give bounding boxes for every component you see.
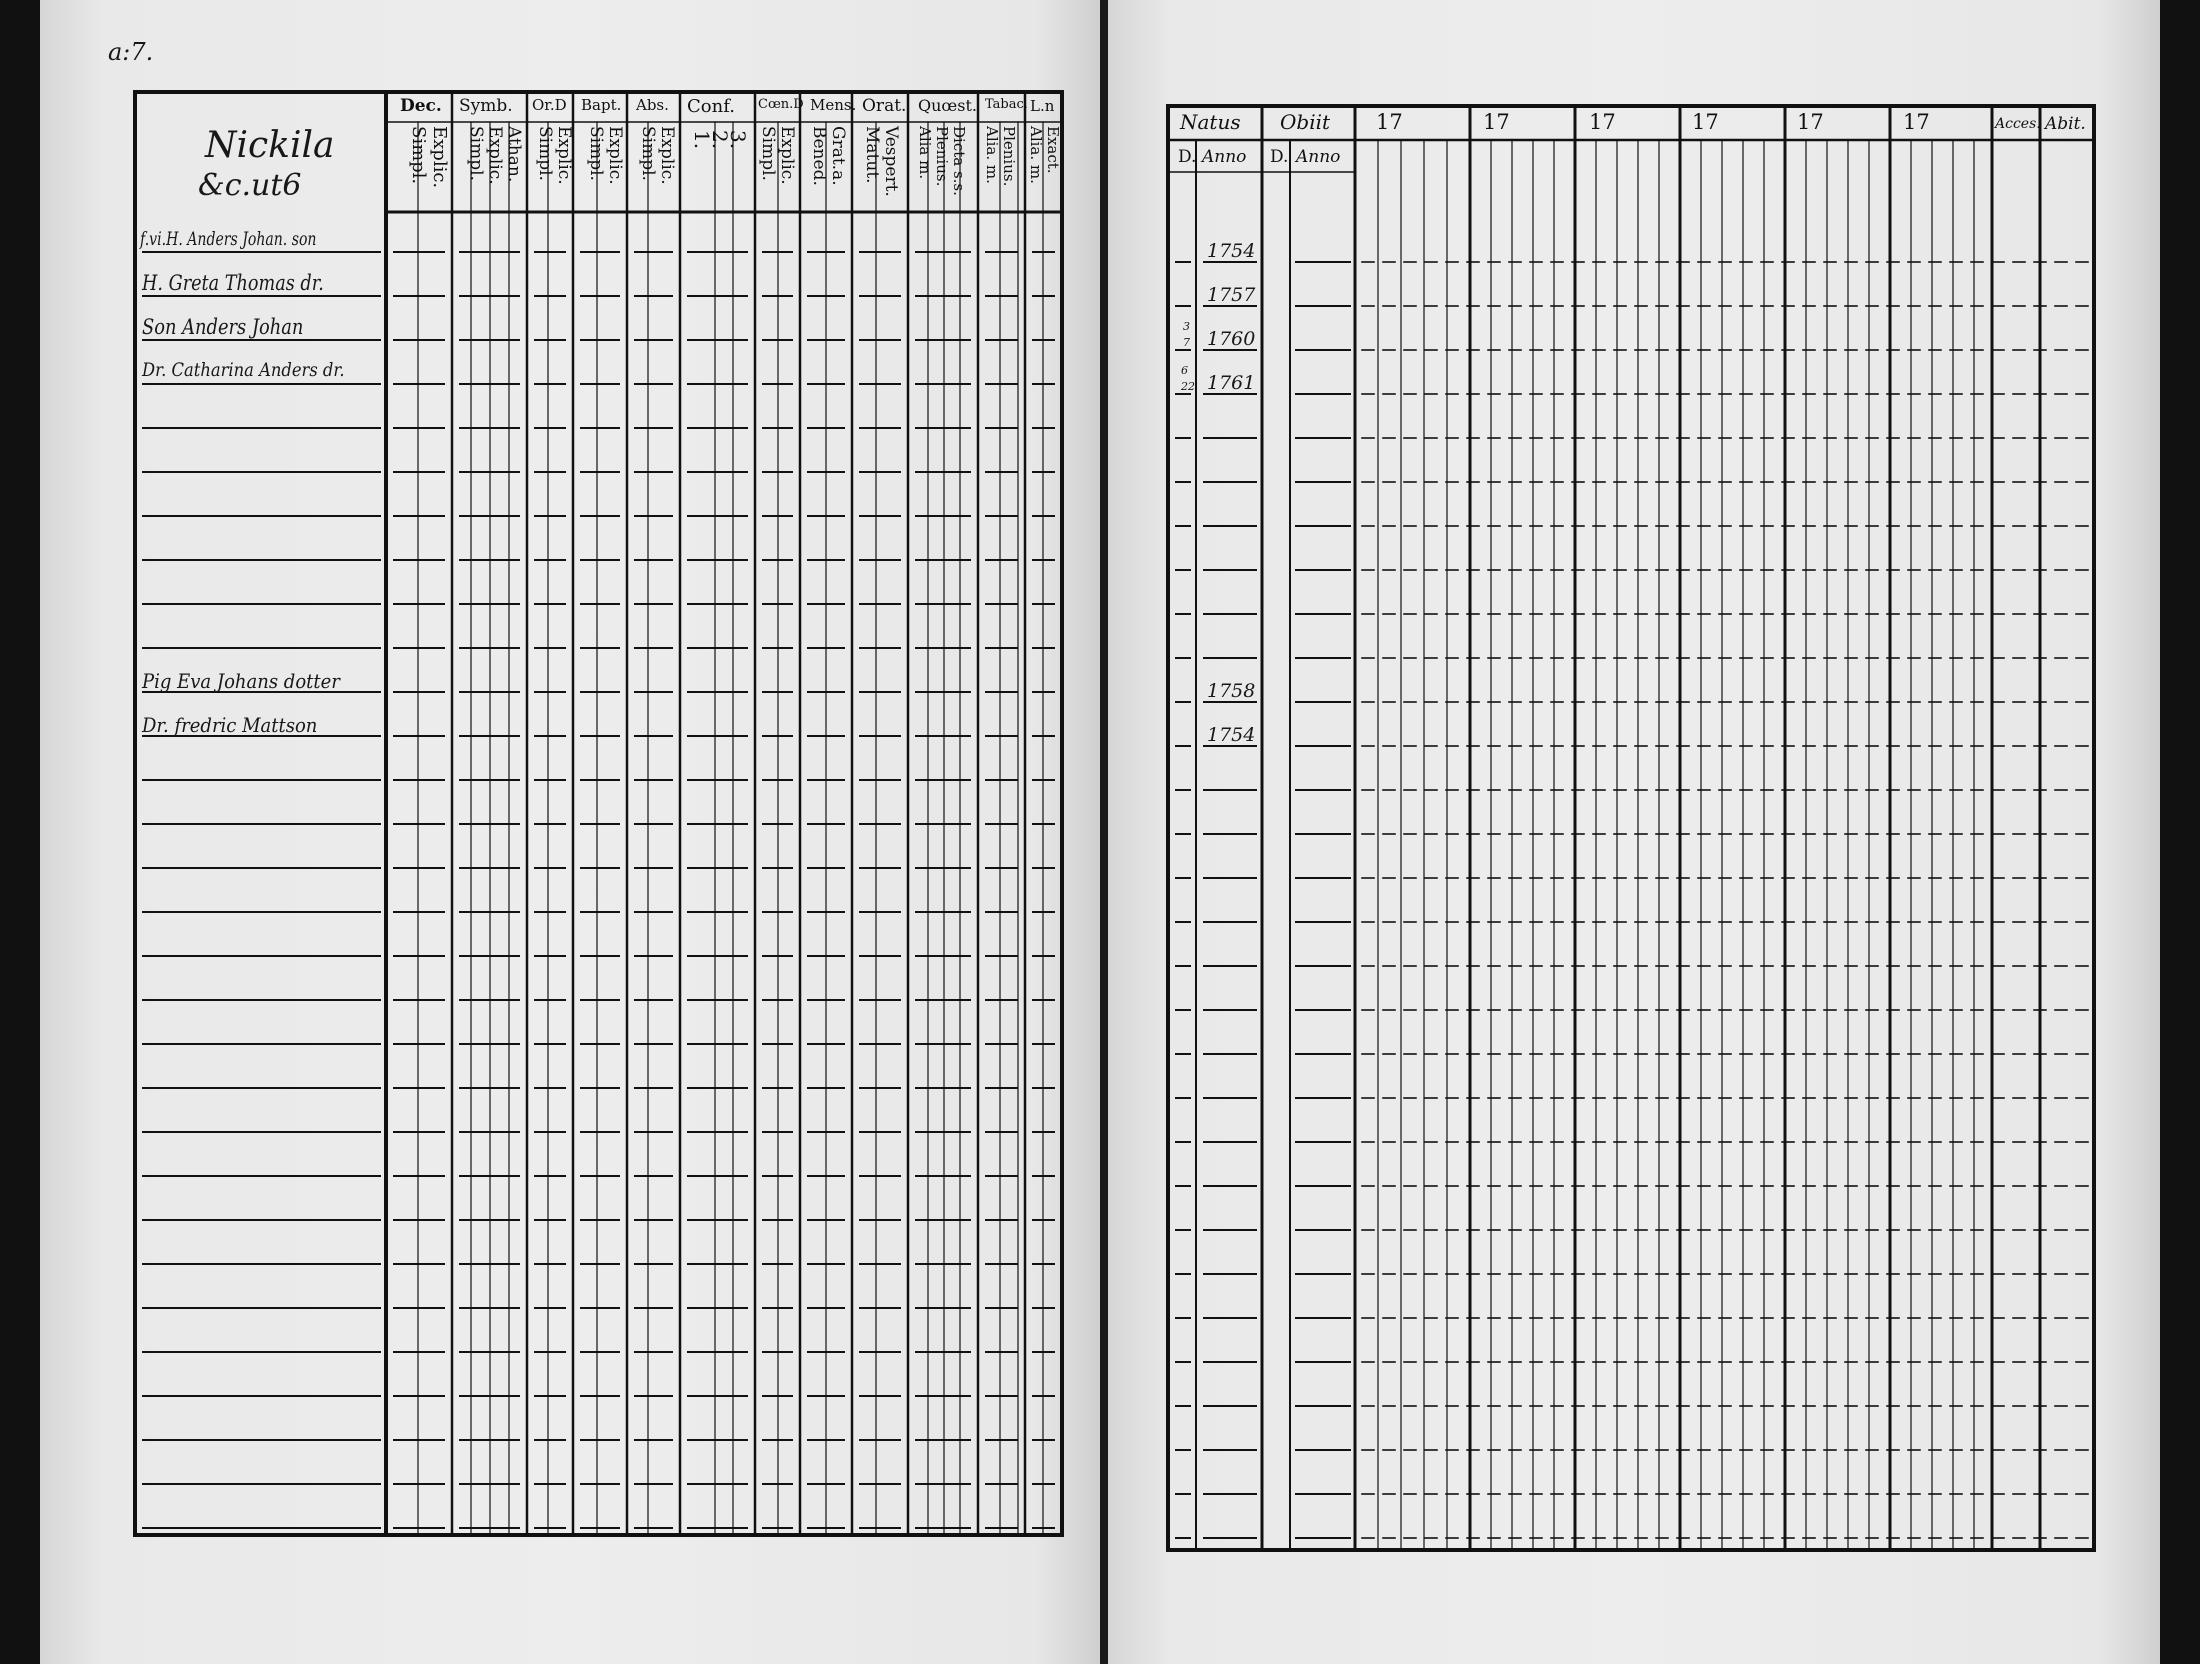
sub-coend-explic: Explic.	[777, 126, 797, 185]
col-header-dec: Dec.	[400, 96, 442, 116]
village-title-line-1: Nickila	[205, 125, 335, 166]
entry-greta-thomas: H. Greta Thomas dr.	[142, 271, 324, 295]
sub-symb-explic: Explic.	[485, 126, 505, 185]
col-header-abs: Abs.	[636, 96, 669, 114]
village-title-line-2: &c.ut6	[198, 168, 302, 203]
entry-fredric-mattson: Dr. fredric Mattson	[142, 713, 318, 737]
day-note-2: 7	[1183, 336, 1190, 349]
sub-quaest-plenius: Plenius.	[933, 126, 951, 187]
header-year-4: 17	[1692, 110, 1719, 134]
sub-bapt-simpl: Simpl.	[586, 126, 606, 181]
sub-ln-exact: Exact.	[1044, 126, 1062, 174]
col-header-orat: Orat.	[862, 96, 907, 116]
col-header-ln: L.n	[1030, 97, 1055, 115]
sub-dec-explic: Explic.	[429, 126, 450, 189]
sub-conf-1: 1.	[690, 130, 714, 150]
sub-orat-matut: Matut.	[862, 126, 882, 184]
col-header-coend: Cœn.D	[758, 97, 804, 112]
sub-conf-2: 2.	[708, 130, 732, 150]
entry-eva-johans-dotter: Pig Eva Johans dotter	[142, 669, 340, 693]
col-header-ord: Or.D	[532, 96, 567, 114]
sub-quaest-dicta: Dicta s.s.	[950, 126, 968, 196]
sub-tabac-plenius: Plenius.	[1000, 126, 1018, 187]
sub-coend-simpl: Simpl.	[758, 126, 778, 181]
sub-mens-grat: Grat.a.	[828, 126, 848, 186]
subheader-natus-day: D.	[1178, 147, 1197, 167]
day-note-3: 6	[1181, 364, 1188, 377]
birth-year-1754-b: 1754	[1207, 724, 1256, 746]
subheader-obiit-anno: Anno	[1296, 147, 1341, 167]
sub-ord-explic: Explic.	[554, 126, 574, 185]
birth-year-1757: 1757	[1207, 284, 1256, 306]
sub-conf-3: 3.	[726, 130, 750, 150]
col-header-quaest: Quœst.	[918, 96, 977, 115]
day-note-4: 22	[1181, 380, 1195, 393]
corner-mark: a:7.	[108, 38, 154, 66]
header-year-2: 17	[1483, 110, 1510, 134]
header-year-6: 17	[1903, 110, 1930, 134]
sub-tabac-alia: Alia. m.	[983, 126, 1001, 184]
sub-bapt-explic: Explic.	[605, 126, 625, 185]
right-table-frame	[1168, 106, 2094, 1550]
col-header-symb: Symb.	[459, 96, 513, 116]
left-table-frame	[135, 92, 1062, 1535]
sub-abs-explic: Explic.	[657, 126, 677, 185]
header-year-3: 17	[1589, 110, 1616, 134]
sub-abs-simpl: Simpl.	[638, 126, 658, 181]
header-acces: Acces.	[1995, 116, 2041, 132]
header-year-1: 17	[1376, 110, 1403, 134]
birth-year-1760: 1760	[1207, 328, 1256, 350]
header-year-5: 17	[1797, 110, 1824, 134]
entry-anders-johan-son: f.vi.H. Anders Johan. son	[140, 228, 317, 250]
sub-orat-vespert: Vespert.	[881, 126, 901, 197]
sub-ln-alia: Alia. m.	[1027, 126, 1045, 184]
subheader-obiit-day: D.	[1270, 147, 1289, 167]
birth-year-1754-a: 1754	[1207, 240, 1256, 262]
sub-quaest-alia: Alia m.	[916, 126, 934, 180]
day-note-1: 3	[1183, 320, 1190, 333]
header-natus: Natus	[1180, 110, 1241, 134]
sub-symb-athan: Athan.	[504, 126, 524, 183]
sub-dec-simpl: Simpl.	[408, 126, 429, 185]
col-header-tabac: Tabac.	[985, 97, 1028, 112]
sub-mens-bened: Bened.	[809, 126, 829, 186]
entry-catharina-anders: Dr. Catharina Anders dr.	[142, 359, 345, 381]
birth-year-1758: 1758	[1207, 680, 1256, 702]
col-header-mens: Mens.	[810, 96, 857, 114]
entry-son-anders-johan: Son Anders Johan	[142, 315, 304, 339]
birth-year-1761: 1761	[1207, 372, 1256, 394]
subheader-natus-anno: Anno	[1202, 147, 1247, 167]
header-obiit: Obiit	[1280, 110, 1331, 134]
header-abit: Abit.	[2045, 114, 2086, 134]
col-header-bapt: Bapt.	[581, 96, 622, 114]
sub-symb-simpl: Simpl.	[466, 126, 486, 181]
col-header-conf: Conf.	[687, 96, 735, 117]
sub-ord-simpl: Simpl.	[535, 126, 555, 181]
